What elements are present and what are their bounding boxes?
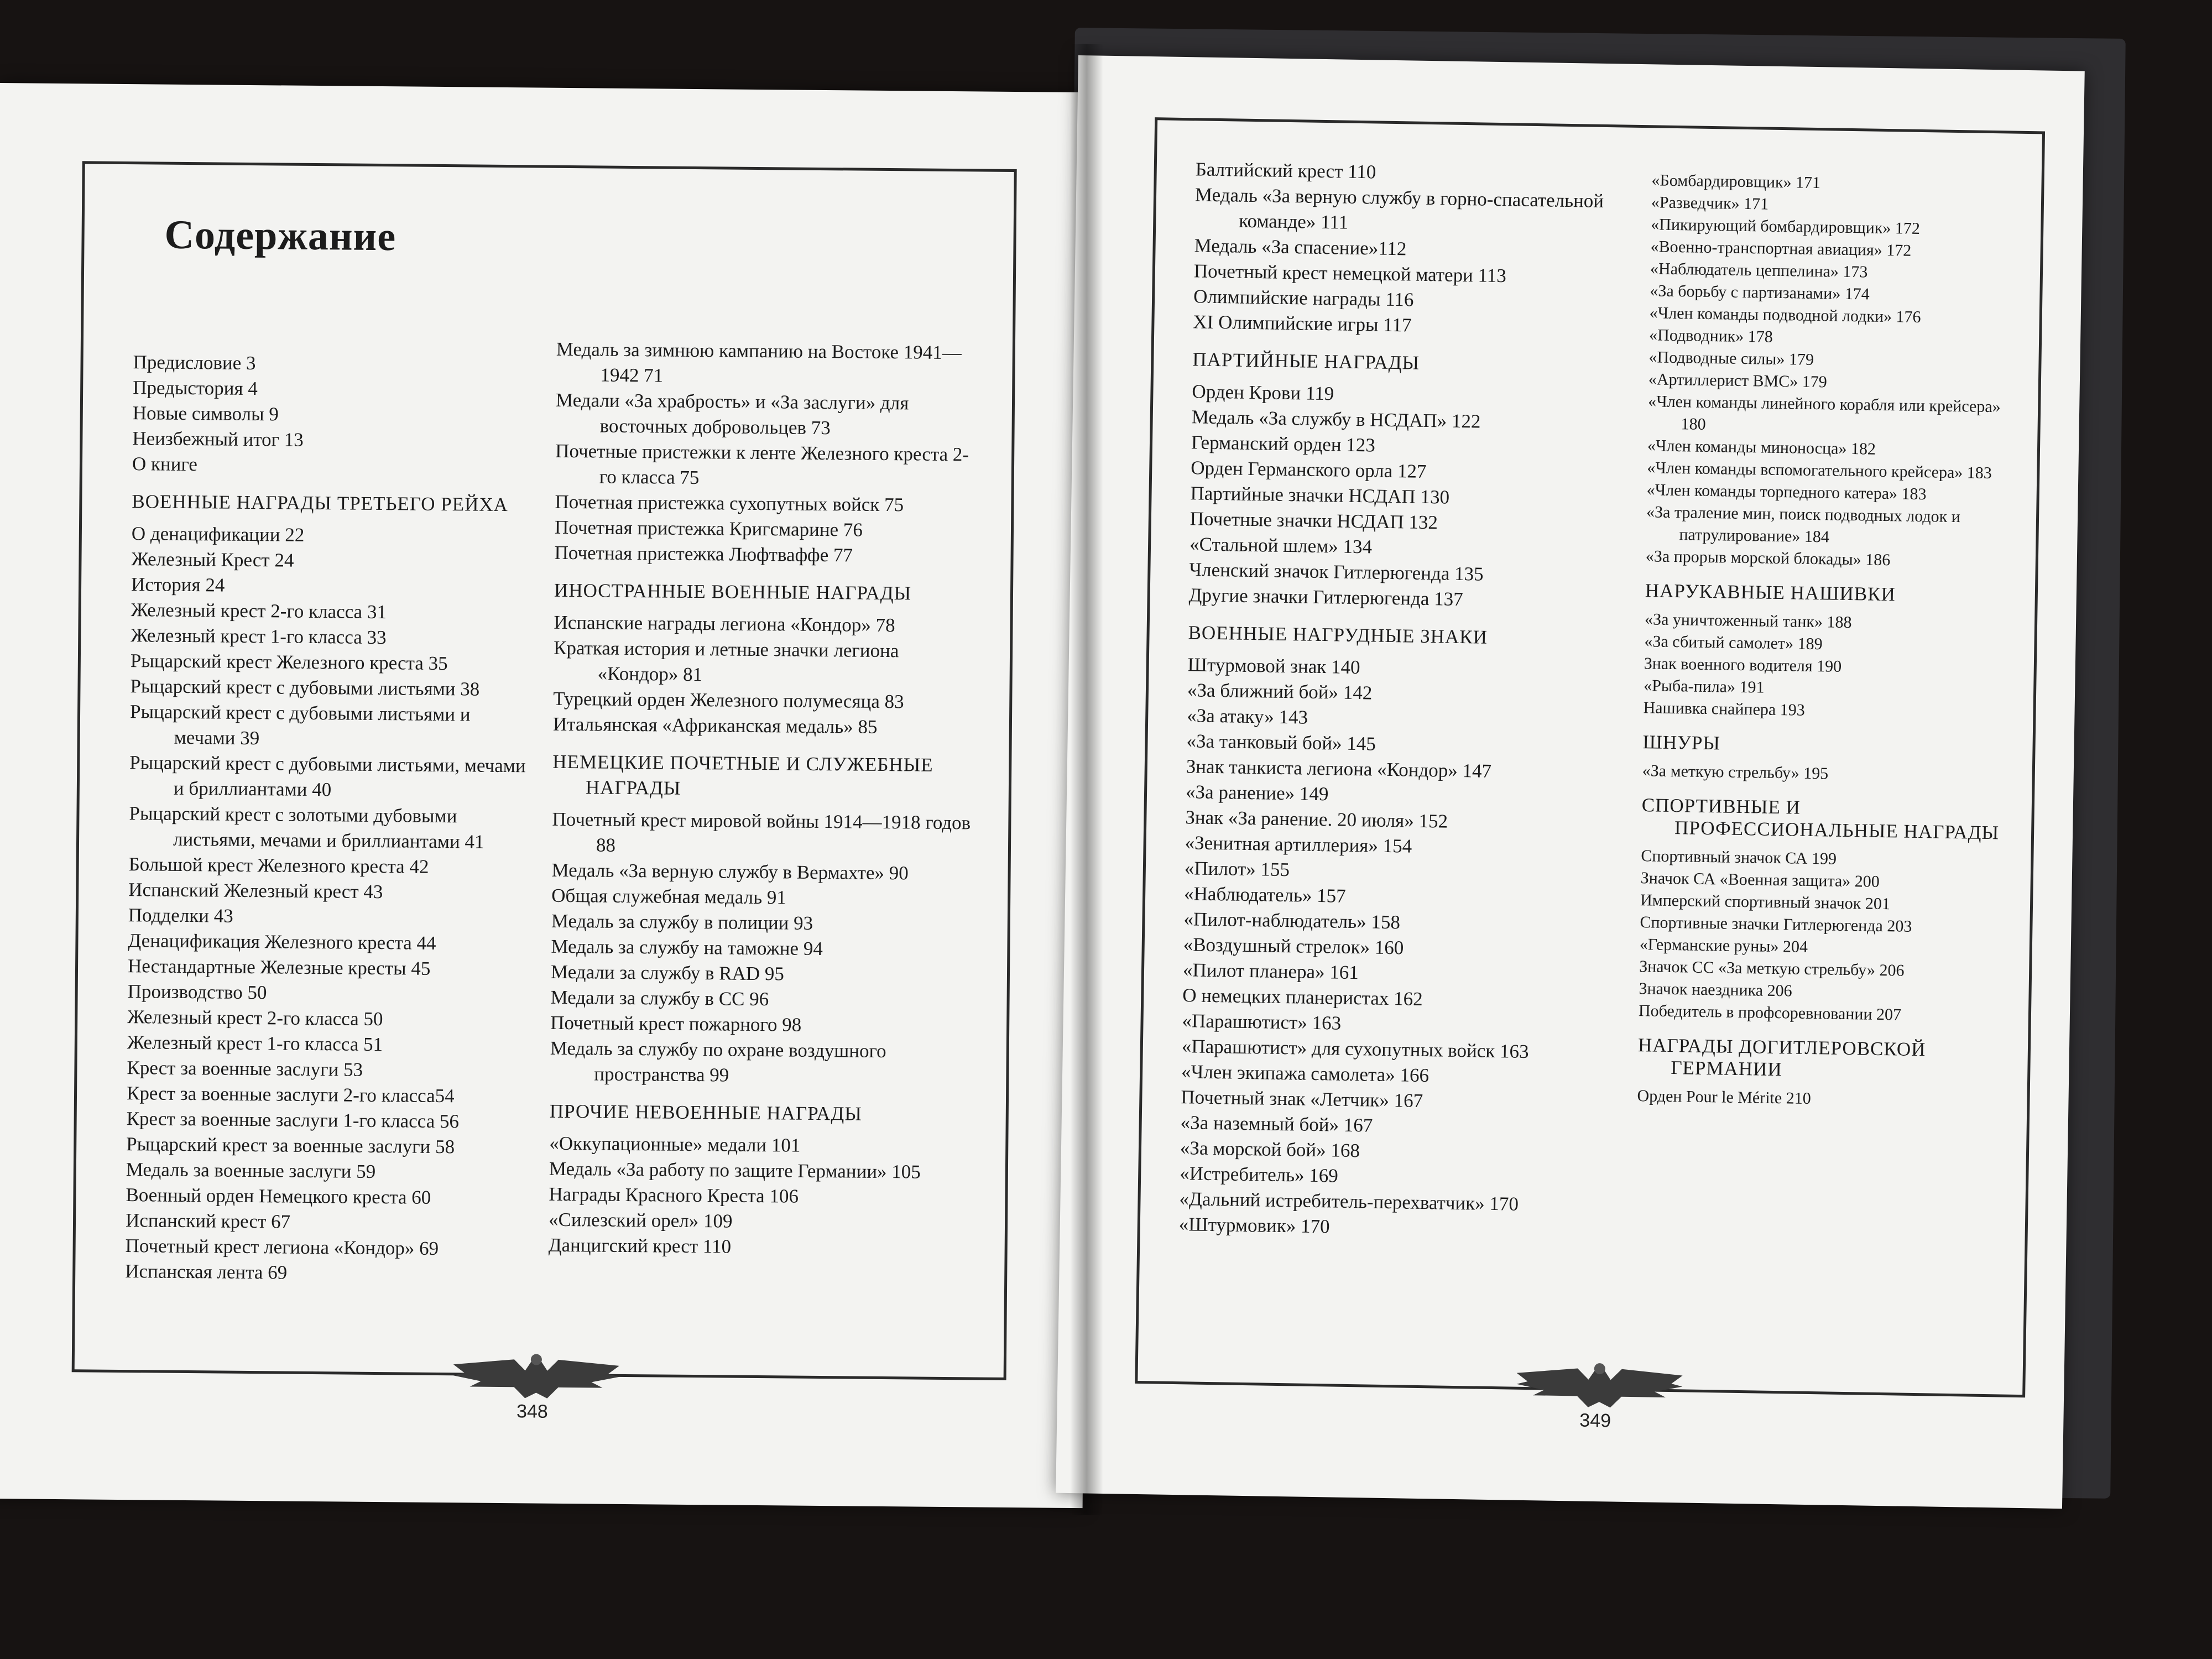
toc-entry: «Член команды линейного корабля или крейсера» 180 <box>1648 392 2001 434</box>
toc-column-4 <box>1637 169 2011 1113</box>
toc-entry: Медаль «За работу по защите Германии» 105 <box>549 1157 921 1183</box>
toc-entry: Почетный крест пожарного 98 <box>550 1011 802 1036</box>
toc-entry: Медаль за зимнюю кампанию на Востоке 1941—1942 71 <box>556 338 962 387</box>
toc-entry: Крест за военные заслуги 2-го класса54 <box>126 1082 455 1107</box>
toc-entry: Железный крест 1-го класса 33 <box>131 624 387 649</box>
toc-entry: Крест за военные заслуги 1-го класса 56 <box>126 1108 460 1133</box>
toc-entry: «За уничтоженный танк» 188 <box>1644 610 1852 632</box>
toc-entry: Предыстория 4 <box>133 377 258 400</box>
toc-entry: Общая служебная медаль 91 <box>551 884 787 909</box>
toc-entry: Денацификация Железного креста 44 <box>128 930 436 954</box>
toc-entry: Медали за службу в RAD 95 <box>550 961 785 985</box>
toc-entry: «Артиллерист ВМС» 179 <box>1648 370 1828 392</box>
toc-entry: Членский значок Гитлерюгенда 135 <box>1189 559 1484 585</box>
toc-entry: Спортивный значок СА 199 <box>1641 847 1837 868</box>
toc-entry: «Бомбардировщик» 171 <box>1651 171 1821 192</box>
toc-entry: «Член команды миноносца» 182 <box>1647 436 1876 458</box>
toc-entry: Балтийский крест 110 <box>1195 158 1376 183</box>
toc-entry: Знак военного водителя 190 <box>1644 654 1842 676</box>
toc-entry: «За ранение» 149 <box>1185 781 1329 805</box>
toc-entry: «За морской бой» 168 <box>1180 1137 1360 1162</box>
toc-column-3 <box>1178 156 1621 1244</box>
toc-entry: Медаль за службу на таможне 94 <box>551 935 823 960</box>
toc-entry: Награды Красного Креста 106 <box>549 1183 799 1207</box>
toc-entry: «Парашютист» для сухопутных войск 163 <box>1181 1035 1529 1063</box>
toc-entry: Краткая история и летные значки легиона «Кондор» 81 <box>553 637 899 686</box>
toc-entry: Испанский Железный крест 43 <box>128 879 383 903</box>
toc-entry: «За траление мин, поиск подводных лодок и патрулирование» 184 <box>1646 503 1961 546</box>
toc-entry: «За атаку» 143 <box>1186 705 1308 728</box>
toc-entry: Медаль «За верную службу в горно-спасательной команде» 111 <box>1194 184 1604 233</box>
toc-entry: «Дальний истребитель-перехватчик» 170 <box>1179 1188 1519 1215</box>
toc-entry: Имперский спортивный значок 201 <box>1640 891 1891 914</box>
toc-entry: «Рыба-пила» 191 <box>1643 676 1765 697</box>
toc-entry: Орден Германского орла 127 <box>1191 457 1427 482</box>
toc-entry: «Пилот-наблюдатель» 158 <box>1183 908 1401 933</box>
right-page <box>1056 55 2085 1509</box>
toc-entry: Рыцарский крест с дубовыми листьями, мечами и бриллиантами 40 <box>129 752 526 801</box>
toc-entry: Спортивные значки Гитлерюгенда 203 <box>1640 913 1912 936</box>
toc-entry: Новые символы 9 <box>132 402 279 425</box>
toc-entry: Рыцарский крест Железного креста 35 <box>130 650 448 675</box>
toc-entry: Неизбежный итог 13 <box>132 427 304 451</box>
toc-entry: «За борьбу с партизанами» 174 <box>1650 281 1870 304</box>
toc-entry: Медали «За храбрость» и «За заслуги» для восточных добровольцев 73 <box>555 389 909 439</box>
toc-entry: Нашивка снайпера 193 <box>1643 698 1805 719</box>
toc-entry: «Член команды вспомогательного крейсера» 183 <box>1647 458 1992 483</box>
toc-entry: Другие значки Гитлерюгенда 137 <box>1188 584 1463 611</box>
toc-entry: Почетный крест мировой войны 1914—1918 годов 88 <box>552 808 971 856</box>
toc-entry: Медаль за службу в полиции 93 <box>551 910 813 934</box>
toc-entry: История 24 <box>131 573 225 596</box>
toc-entry: «Германские руны» 204 <box>1639 935 1808 956</box>
toc-entry: Рыцарский крест за военные заслуги 58 <box>126 1133 455 1158</box>
section-heading: ИНОСТРАННЫЕ ВОЕННЫЕ НАГРАДЫ <box>554 579 912 604</box>
toc-entry: «Пилот» 155 <box>1184 857 1290 881</box>
toc-entry: Испанские награды легиона «Кондор» 78 <box>554 611 895 637</box>
toc-entry: «Силезский орел» 109 <box>548 1208 733 1232</box>
toc-entry: «За ближний бой» 142 <box>1187 679 1373 704</box>
toc-entry: Большой крест Железного креста 42 <box>128 853 429 878</box>
toc-entry: Орден Pour le Mérite 210 <box>1637 1087 1811 1108</box>
toc-entry: «Штурмовик» 170 <box>1178 1213 1330 1238</box>
toc-entry: Железный крест 1-го класса 51 <box>127 1031 383 1056</box>
toc-entry: Предисловие 3 <box>133 351 256 374</box>
toc-entry: Почетный крест немецкой матери 113 <box>1193 260 1507 287</box>
toc-entry: Знак «За ранение. 20 июля» 152 <box>1185 806 1448 832</box>
section-heading: НЕМЕЦКИЕ ПОЧЕТНЫЕ И СЛУЖЕБНЫЕ НАГРАДЫ <box>552 750 933 799</box>
page-title: Содержание <box>164 212 397 260</box>
toc-entry: Орден Крови 119 <box>1192 380 1334 405</box>
toc-entry: Почетная пристежка сухопутных войск 75 <box>555 491 904 516</box>
toc-entry: Почетная пристежка Люфтваффе 77 <box>554 541 853 566</box>
toc-entry: Почетный крест легиона «Кондор» 69 <box>125 1235 439 1260</box>
toc-entry: Знак танкиста легиона «Кондор» 147 <box>1186 755 1492 782</box>
toc-column-1 <box>125 349 531 1287</box>
toc-entry: Железный крест 2-го класса 50 <box>127 1006 383 1030</box>
toc-entry: Рыцарский крест с дубовыми листьями и мечами 39 <box>129 701 471 749</box>
toc-entry: «Пилот планера» 161 <box>1182 959 1359 984</box>
section-heading: ВОЕННЫЕ НАГРУДНЫЕ ЗНАКИ <box>1188 622 1488 648</box>
toc-entry: «Истребитель» 169 <box>1179 1162 1339 1187</box>
toc-entry: XI Олимпийские игры 117 <box>1193 311 1412 336</box>
toc-entry: «Наблюдатель» 157 <box>1183 883 1347 907</box>
section-heading: ПАРТИЙНЫЕ НАГРАДЫ <box>1192 348 1420 374</box>
toc-entry: Партийные значки НСДАП 130 <box>1190 482 1450 508</box>
book-gutter-shadow <box>1070 44 1103 1515</box>
toc-entry: Турецкий орден Железного полумесяца 83 <box>553 687 904 713</box>
toc-entry: «За прорыв морской блокады» 186 <box>1645 547 1891 570</box>
toc-entry: Железный крест 2-го класса 31 <box>131 599 387 623</box>
toc-column-2 <box>548 337 977 1262</box>
toc-entry: «Воздушный стрелок» 160 <box>1183 933 1404 959</box>
toc-entry: «Член экипажа самолета» 166 <box>1181 1061 1430 1087</box>
toc-entry: Почетный знак «Летчик» 167 <box>1181 1086 1423 1112</box>
toc-entry: «Член команды торпедного катера» 183 <box>1646 481 1927 504</box>
toc-entry: «Член команды подводной лодки» 176 <box>1649 304 1921 326</box>
toc-entry: «За танковый бой» 145 <box>1186 730 1376 755</box>
eagle-emblem-icon <box>447 1342 625 1405</box>
toc-entry: Подделки 43 <box>128 904 233 927</box>
toc-entry: Почетные пристежки к ленте Железного креста 2-го класса 75 <box>555 440 969 489</box>
toc-entry: Данцигский крест 110 <box>548 1234 732 1258</box>
toc-entry: Германский орден 123 <box>1191 431 1376 456</box>
toc-entry: «Военно-транспортная авиация» 172 <box>1650 237 1912 260</box>
toc-entry: Почетная пристежка Кригсмарине 76 <box>554 516 863 541</box>
toc-entry: «Подводные силы» 179 <box>1648 348 1814 369</box>
eagle-emblem-icon <box>1511 1351 1689 1415</box>
toc-entry: «Разведчик» 171 <box>1651 193 1769 213</box>
toc-entry: «Зенитная артиллерия» 154 <box>1185 832 1412 857</box>
toc-entry: Олимпийские награды 116 <box>1193 285 1414 311</box>
toc-entry: О немецких планеристах 162 <box>1182 984 1423 1010</box>
toc-entry: Медаль «За верную службу в Вермахте» 90 <box>551 859 909 884</box>
toc-entry: Штурмовой знак 140 <box>1187 654 1360 679</box>
section-heading: СПОРТИВНЫЕ И ПРОФЕССИОНАЛЬНЫЕ НАГРАДЫ <box>1641 794 2000 844</box>
toc-entry: «Стальной шлем» 134 <box>1189 533 1373 558</box>
toc-entry: Медаль «За спасение»112 <box>1194 234 1407 260</box>
toc-entry: Значок наездника 206 <box>1639 979 1792 1000</box>
toc-entry: Железный Крест 24 <box>131 548 294 571</box>
toc-entry: Производство 50 <box>127 980 267 1004</box>
toc-entry: Значок СС «За меткую стрельбу» 206 <box>1639 957 1905 980</box>
toc-entry: «Пикирующий бомбардировщик» 172 <box>1651 215 1921 238</box>
toc-entry: «За наземный бой» 167 <box>1180 1112 1373 1136</box>
toc-entry: О денацификации 22 <box>131 523 305 546</box>
toc-entry: «Наблюдатель цеппелина» 173 <box>1650 259 1868 281</box>
page-number: 348 <box>516 1401 548 1422</box>
toc-entry: Крест за военные заслуги 53 <box>127 1057 363 1081</box>
left-page <box>0 83 1095 1508</box>
toc-entry: Нестандартные Железные кресты 45 <box>127 955 431 979</box>
toc-entry: Медали за службу в СС 96 <box>550 986 769 1010</box>
toc-entry: Военный орден Немецкого креста 60 <box>126 1184 431 1208</box>
toc-entry: Рыцарский крест с золотыми дубовыми листьями, мечами и бриллиантами 41 <box>129 802 484 853</box>
toc-entry: «За сбитый самолет» 189 <box>1644 632 1823 654</box>
section-heading: НАРУКАВНЫЕ НАШИВКИ <box>1645 580 1896 606</box>
section-heading: ВОЕННЫЕ НАГРАДЫ ТРЕТЬЕГО РЕЙХА <box>132 491 509 516</box>
toc-entry: «Парашютист» 163 <box>1182 1010 1342 1034</box>
toc-entry: О книге <box>132 453 198 476</box>
section-heading: НАГРАДЫ ДОГИТЛЕРОВСКОЙ ГЕРМАНИИ <box>1637 1034 1926 1081</box>
toc-entry: Рыцарский крест с дубовыми листьями 38 <box>130 675 480 700</box>
toc-entry: Испанский крест 67 <box>125 1209 291 1233</box>
section-heading: ШНУРЫ <box>1642 731 1721 754</box>
page-number: 349 <box>1579 1410 1611 1432</box>
toc-entry: «Подводник» 178 <box>1648 326 1773 346</box>
toc-entry: Медаль за службу по охране воздушного пространства 99 <box>550 1037 886 1086</box>
toc-entry: «Оккупационные» медали 101 <box>549 1132 801 1156</box>
toc-entry: Значок СА «Военная защита» 200 <box>1640 869 1880 891</box>
toc-entry: «За меткую стрельбу» 195 <box>1642 761 1829 783</box>
toc-entry: Медаль «За службу в НСДАП» 122 <box>1191 406 1481 432</box>
section-heading: ПРОЧИЕ НЕВОЕННЫЕ НАГРАДЫ <box>549 1100 862 1125</box>
toc-entry: Медаль за военные заслуги 59 <box>126 1159 376 1183</box>
toc-entry: Победитель в профсоревновании 207 <box>1638 1001 1902 1024</box>
toc-entry: Почетные значки НСДАП 132 <box>1190 508 1438 534</box>
toc-entry: Итальянская «Африканская медаль» 85 <box>552 713 878 738</box>
toc-entry: Испанская лента 69 <box>125 1260 288 1284</box>
